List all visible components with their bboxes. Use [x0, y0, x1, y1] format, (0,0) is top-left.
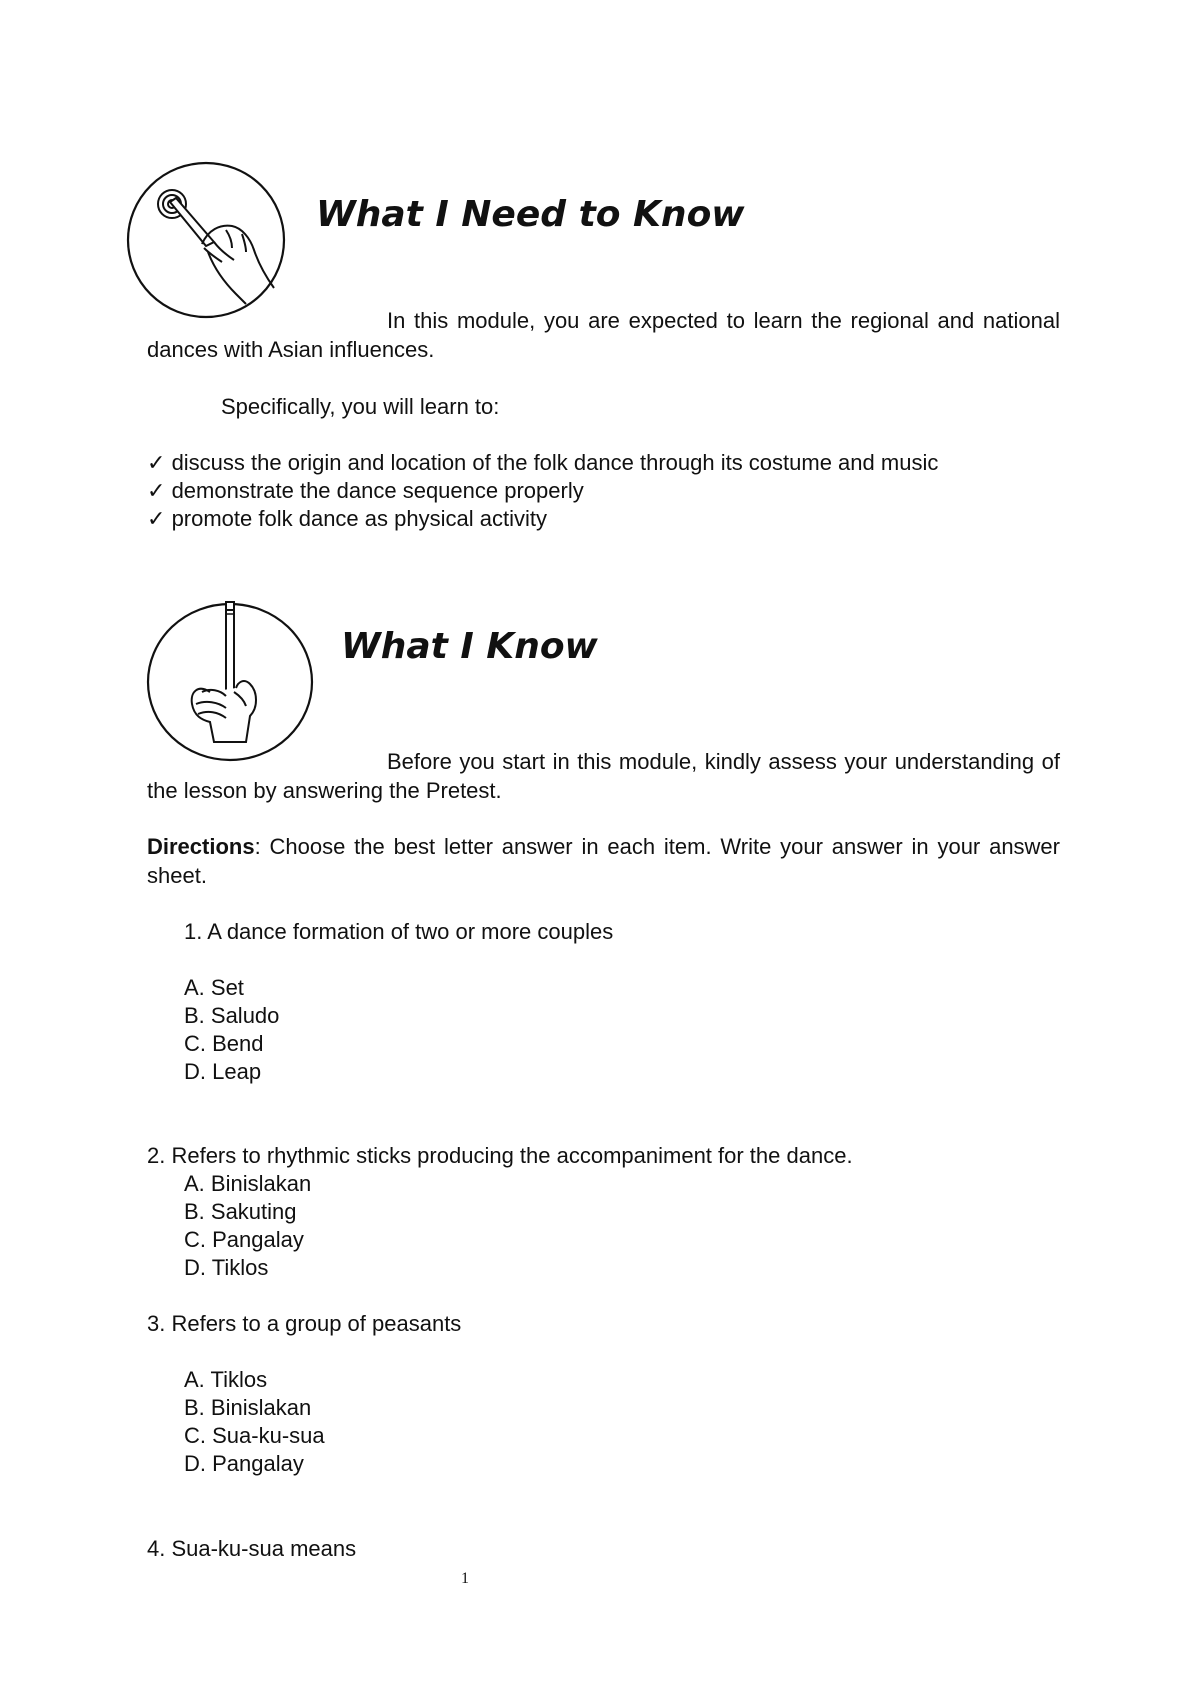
directions-paragraph	[147, 832, 1060, 890]
objective-item	[147, 449, 938, 477]
directions-label: Directions	[147, 834, 255, 859]
answer-choice: B. Saludo	[184, 1003, 280, 1028]
objective-text: discuss the origin and location of the folk dance through its costume and music	[171, 450, 939, 475]
answer-choice: B. Sakuting	[184, 1199, 297, 1224]
section1-intro-paragraph: In this module, you are expected to learn the regional and national dances with Asian influences.	[147, 308, 1060, 362]
answer-choice: B. Binislakan	[184, 1395, 312, 1420]
answer-choice: A. Binislakan	[184, 1171, 312, 1196]
answer-choice: C. Bend	[184, 1031, 264, 1056]
answer-choice: C. Sua-ku-sua	[184, 1423, 325, 1448]
check-mark-icon: ✓	[147, 450, 166, 475]
page-number: 1	[461, 1570, 469, 1587]
section-heading-what-i-need-to-know: What I Need to Know	[316, 194, 745, 235]
section2-intro-paragraph: Before you start in this module, kindly assess your understanding of the lesson by answering the Pretest.	[147, 749, 1060, 803]
question-stem: 1. A dance formation of two or more couples	[184, 919, 614, 944]
objective-text: promote folk dance as physical activity	[171, 506, 547, 531]
check-mark-icon: ✓	[147, 478, 166, 503]
question-stem: 3. Refers to a group of peasants	[147, 1311, 462, 1336]
answer-choice: D. Tiklos	[184, 1255, 269, 1280]
answer-choice: A. Set	[184, 975, 244, 1000]
answer-choice: D. Leap	[184, 1059, 262, 1084]
question-stem: 4. Sua-ku-sua means	[147, 1536, 357, 1561]
hand-holding-pencil-icon	[140, 592, 320, 762]
specifically-label: Specifically, you will learn to:	[221, 394, 500, 419]
question-stem: 2. Refers to rhythmic sticks producing the accompaniment for the dance.	[147, 1143, 853, 1168]
answer-choice: A. Tiklos	[184, 1367, 268, 1392]
section-heading-what-i-know: What I Know	[341, 626, 598, 667]
objective-item	[147, 477, 584, 505]
check-mark-icon: ✓	[147, 506, 166, 531]
pointing-hand-icon	[118, 158, 298, 323]
objective-text: demonstrate the dance sequence properly	[171, 478, 584, 503]
directions-text: : Choose the best letter answer in each item. Write your answer in your answer sheet.	[147, 834, 1060, 888]
objective-item	[147, 505, 547, 533]
answer-choice: D. Pangalay	[184, 1451, 304, 1476]
answer-choice: C. Pangalay	[184, 1227, 304, 1252]
